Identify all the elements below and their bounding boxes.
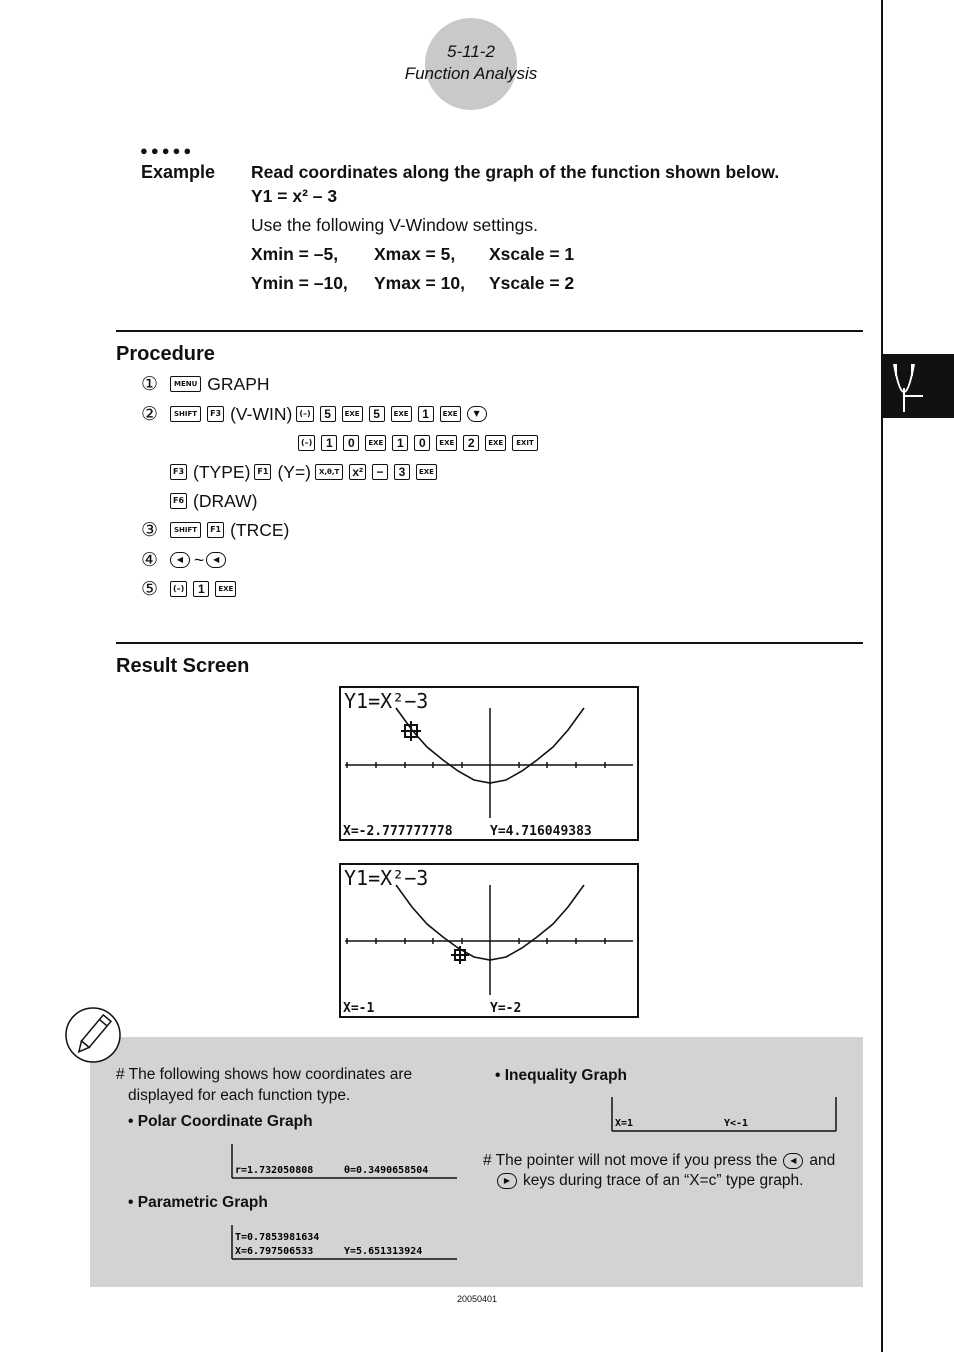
result-screen-1 bbox=[339, 686, 639, 841]
negative-key: (–) bbox=[298, 435, 315, 451]
f6-key: F6 bbox=[170, 493, 187, 509]
parametric-heading: • Parametric Graph bbox=[128, 1194, 268, 1211]
example-title: Read coordinates along the graph of the function shown below. bbox=[251, 162, 780, 182]
graph-screen bbox=[341, 865, 637, 1016]
param-x-readout: X=6.797506533 bbox=[235, 1246, 314, 1257]
pointer-note-text: # The pointer will not move if you press the bbox=[483, 1152, 778, 1169]
pointer-note-and: and bbox=[809, 1152, 836, 1169]
exe-key: EXE bbox=[485, 435, 506, 451]
x-theta-t-key: X,θ,T bbox=[315, 464, 343, 480]
f1-key: F1 bbox=[207, 522, 224, 538]
f1-key: F1 bbox=[254, 464, 271, 480]
polar-r-readout: r=1.732050808 bbox=[235, 1165, 314, 1176]
procedure-step-4 bbox=[141, 548, 232, 572]
graph-screen bbox=[341, 688, 637, 839]
note-intro-line-2: displayed for each function type. bbox=[128, 1087, 351, 1104]
exe-key: EXE bbox=[215, 581, 236, 597]
digit-2-key: 2 bbox=[463, 435, 479, 451]
exe-key: EXE bbox=[342, 406, 363, 422]
digit-1-key: 1 bbox=[193, 581, 209, 597]
screen-x-readout: X=-1 bbox=[343, 1001, 375, 1016]
step-text: (V-WIN) bbox=[230, 403, 293, 424]
xscale-setting: Xscale = 1 bbox=[489, 244, 575, 264]
step-number: ⑤ bbox=[141, 578, 159, 600]
negative-key: (–) bbox=[170, 581, 187, 597]
step-number: ④ bbox=[141, 549, 159, 571]
separator bbox=[116, 330, 863, 332]
pointer-note-line-2 bbox=[497, 1170, 803, 1191]
cursor-left-key: ◀ bbox=[206, 552, 226, 568]
inequality-heading: • Inequality Graph bbox=[495, 1067, 628, 1084]
digit-1-key: 1 bbox=[418, 406, 434, 422]
cursor-down-key: ▼ bbox=[467, 406, 487, 422]
step-number: ① bbox=[141, 373, 159, 395]
screen-y-readout: Y=-2 bbox=[490, 1001, 522, 1016]
result-screen-2 bbox=[339, 863, 639, 1018]
exe-key: EXE bbox=[391, 406, 412, 422]
pointer-note-text: keys during trace of an “X=c” type graph. bbox=[523, 1172, 804, 1189]
ineq-y-readout: Y<-1 bbox=[724, 1118, 749, 1129]
exe-key: EXE bbox=[440, 406, 461, 422]
exit-key: EXIT bbox=[512, 435, 538, 451]
vwindow-intro: Use the following V-Window settings. bbox=[251, 215, 538, 235]
digit-0-key: 0 bbox=[343, 435, 359, 451]
procedure-step-2-type bbox=[170, 460, 443, 484]
pencil-note-icon bbox=[64, 1006, 122, 1064]
step-text: (Y=) bbox=[277, 461, 311, 482]
graph-mode-icon bbox=[883, 354, 954, 418]
step-text: GRAPH bbox=[207, 373, 270, 394]
cursor-left-key: ◀ bbox=[783, 1153, 803, 1169]
digit-0-key: 0 bbox=[414, 435, 430, 451]
example-label: Example bbox=[141, 162, 216, 182]
pointer-note-line-1 bbox=[483, 1150, 835, 1171]
shift-key: SHIFT bbox=[170, 406, 201, 422]
digit-3-key: 3 bbox=[394, 464, 410, 480]
polar-screen-strip bbox=[231, 1144, 458, 1180]
tilde: ~ bbox=[194, 549, 205, 570]
inequality-screen-strip bbox=[611, 1097, 838, 1133]
exe-key: EXE bbox=[416, 464, 437, 480]
trace-cursor bbox=[401, 721, 421, 741]
result-heading: Result Screen bbox=[116, 655, 250, 677]
digit-5-key: 5 bbox=[320, 406, 336, 422]
separator bbox=[116, 642, 863, 644]
f3-key: F3 bbox=[170, 464, 187, 480]
procedure-heading: Procedure bbox=[116, 343, 215, 365]
procedure-step-3 bbox=[141, 518, 293, 542]
section-title: Function Analysis bbox=[404, 64, 538, 83]
param-y-readout: Y=5.651313924 bbox=[344, 1246, 423, 1257]
screen-x-readout: X=-2.777777778 bbox=[343, 824, 453, 839]
page-edge-rule bbox=[881, 0, 883, 1352]
exe-key: EXE bbox=[436, 435, 457, 451]
ymin-setting: Ymin = –10, bbox=[251, 273, 348, 293]
procedure-step-5 bbox=[141, 577, 242, 601]
shift-key: SHIFT bbox=[170, 522, 201, 538]
exe-key: EXE bbox=[365, 435, 386, 451]
example-function: Y1 = x² – 3 bbox=[251, 186, 338, 206]
ymax-setting: Ymax = 10, bbox=[374, 273, 465, 293]
screen-function-title: Y1=X²−3 bbox=[344, 866, 429, 890]
footer-code: 20050401 bbox=[456, 1294, 498, 1304]
cursor-left-key: ◀ bbox=[170, 552, 190, 568]
digit-5-key: 5 bbox=[369, 406, 385, 422]
xmax-setting: Xmax = 5, bbox=[374, 244, 456, 264]
step-text: (TYPE) bbox=[193, 461, 251, 482]
param-t-readout: T=0.7853981634 bbox=[235, 1232, 320, 1243]
chapter-tab bbox=[883, 354, 954, 418]
xmin-setting: Xmin = –5, bbox=[251, 244, 339, 264]
page-number: 5-11-2 bbox=[447, 42, 495, 61]
procedure-step-2-cont bbox=[298, 431, 544, 455]
example-dots: ●●●●● bbox=[140, 143, 195, 158]
step-text: (TRCE) bbox=[230, 519, 290, 540]
polar-heading: • Polar Coordinate Graph bbox=[128, 1113, 313, 1130]
square-key: x² bbox=[349, 464, 366, 480]
menu-key: MENU bbox=[170, 376, 201, 392]
f3-key: F3 bbox=[207, 406, 224, 422]
digit-1-key: 1 bbox=[321, 435, 337, 451]
parametric-screen-strip bbox=[231, 1225, 458, 1261]
screen-function-title: Y1=X²−3 bbox=[344, 689, 429, 713]
step-number: ③ bbox=[141, 519, 159, 541]
procedure-step-2-draw bbox=[170, 489, 262, 513]
note-intro-line-1: # The following shows how coordinates are bbox=[116, 1066, 413, 1083]
cursor-right-key: ▶ bbox=[497, 1173, 517, 1189]
negative-key: (–) bbox=[296, 406, 313, 422]
minus-key: − bbox=[372, 464, 388, 480]
ineq-x-readout: X=1 bbox=[615, 1118, 634, 1129]
screen-y-readout: Y=4.716049383 bbox=[490, 824, 592, 839]
digit-1-key: 1 bbox=[392, 435, 408, 451]
polar-theta-readout: θ=0.3490658504 bbox=[344, 1165, 429, 1176]
yscale-setting: Yscale = 2 bbox=[489, 273, 575, 293]
step-text: (DRAW) bbox=[193, 490, 258, 511]
procedure-step-1 bbox=[141, 372, 274, 396]
trace-cursor bbox=[451, 946, 469, 964]
procedure-step-2 bbox=[141, 402, 493, 426]
step-number: ② bbox=[141, 403, 159, 425]
